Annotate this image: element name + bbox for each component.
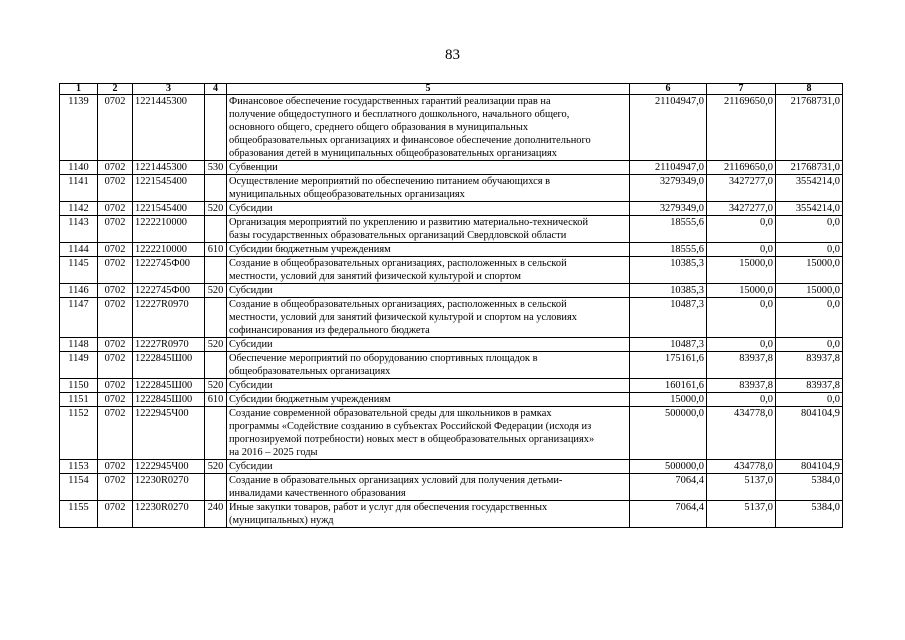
row-name-line: местности, условий для занятий физической культурой и спортом на условиях [229,312,577,323]
row-name-line: Субсидии [229,203,273,214]
table-row [60,284,843,298]
row-amount-2023: 5384,0 [776,501,843,528]
row-name [227,175,630,202]
row-section: 0702 [98,257,133,284]
row-name-line: Субсидии [229,339,273,350]
page-number: 83 [445,47,460,63]
row-amount-2021: 10487,3 [630,298,707,338]
row-expense-type: 520 [205,460,227,474]
row-name-line: Создание современной образовательной среды для школьников в рамках [229,408,552,419]
row-name [227,243,630,257]
row-expense-type: 520 [205,338,227,352]
row-amount-2023: 21768731,0 [776,161,843,175]
table-row [60,243,843,257]
row-name [227,298,630,338]
row-code: 1146 [60,284,98,298]
row-expense-type [205,407,227,460]
row-name-line: получение общедоступного и бесплатного дошкольного, начального общего, [229,109,570,120]
row-amount-2022: 21169650,0 [707,161,776,175]
row-amount-2021: 3279349,0 [630,202,707,216]
row-amount-2023: 21768731,0 [776,95,843,161]
row-section: 0702 [98,460,133,474]
table-row [60,161,843,175]
row-amount-2023: 0,0 [776,243,843,257]
row-name-line: Создание в образовательных организациях условий для получения детьми- [229,475,563,486]
row-name-line: на 2016 – 2025 годы [229,447,318,458]
row-name-line: Осуществление мероприятий по обеспечению питанием обучающихся в [229,176,550,187]
row-name-line: основного общего, среднего общего образования в муниципальных [229,122,529,133]
row-name [227,393,630,407]
row-code: 1144 [60,243,98,257]
row-name-line: муниципальных общеобразовательных организациях [229,189,465,200]
row-expense-type: 530 [205,161,227,175]
row-amount-2021: 175161,6 [630,352,707,379]
row-amount-2023: 0,0 [776,216,843,243]
row-expense-type [205,95,227,161]
row-name-line: Субсидии [229,380,273,391]
row-code: 1150 [60,379,98,393]
row-name-line: (муниципальных) нужд [229,515,334,526]
table-row [60,352,843,379]
row-section: 0702 [98,352,133,379]
row-name-line: местности, условий для занятий физической культурой и спортом [229,271,521,282]
row-amount-2021: 10385,3 [630,257,707,284]
row-target-article: 1222945Ч00 [133,460,205,474]
column-header: 5 [227,84,630,95]
row-section: 0702 [98,501,133,528]
row-target-article: 12227R0970 [133,338,205,352]
row-amount-2022: 3427277,0 [707,175,776,202]
row-amount-2022: 5137,0 [707,474,776,501]
row-name-line: прогнозируемой потребности) новых мест в общеобразовательных организациях» [229,434,595,445]
row-section: 0702 [98,175,133,202]
row-amount-2023: 804104,9 [776,407,843,460]
row-amount-2023: 15000,0 [776,284,843,298]
row-amount-2022: 0,0 [707,298,776,338]
row-name-line: Субсидии [229,461,273,472]
row-target-article: 1222210000 [133,243,205,257]
row-code: 1139 [60,95,98,161]
row-target-article: 1221545400 [133,175,205,202]
row-expense-type [205,352,227,379]
row-amount-2021: 7064,4 [630,501,707,528]
row-amount-2023: 83937,8 [776,379,843,393]
column-header: 1 [60,84,98,95]
row-amount-2021: 10385,3 [630,284,707,298]
table-row [60,379,843,393]
row-amount-2023: 5384,0 [776,474,843,501]
row-target-article: 1222845Ш00 [133,393,205,407]
row-name-line: Субвенции [229,162,278,173]
column-header: 3 [133,84,205,95]
row-section: 0702 [98,216,133,243]
row-name-line: базы государственных образовательных организаций Свердловской области [229,230,567,241]
row-name-line: Финансовое обеспечение государственных гарантий реализации прав на [229,96,551,107]
row-amount-2023: 3554214,0 [776,202,843,216]
table-row [60,407,843,460]
row-expense-type: 520 [205,284,227,298]
table-row [60,501,843,528]
budget-table [59,83,843,528]
row-section: 0702 [98,393,133,407]
row-name-line: программы «Содействие созданию в субъектах Российской Федерации (исходя из [229,421,592,432]
column-header: 2 [98,84,133,95]
row-name-line: Субсидии [229,285,273,296]
row-amount-2021: 3279349,0 [630,175,707,202]
row-section: 0702 [98,379,133,393]
row-code: 1153 [60,460,98,474]
row-amount-2022: 434778,0 [707,460,776,474]
row-amount-2023: 804104,9 [776,460,843,474]
row-name-line: образования детей в муниципальных общеобразовательных организациях [229,148,557,159]
row-code: 1148 [60,338,98,352]
row-name-line: Организация мероприятий по укреплению и развитию материально-технической [229,217,588,228]
row-target-article: 1221445300 [133,161,205,175]
row-name-line: Субсидии бюджетным учреждениям [229,244,391,255]
row-amount-2021: 500000,0 [630,460,707,474]
row-name-line: Субсидии бюджетным учреждениям [229,394,391,405]
header-row [60,84,843,95]
row-name-line: Обеспечение мероприятий по оборудованию спортивных площадок в [229,353,538,364]
table-row [60,298,843,338]
row-amount-2022: 21169650,0 [707,95,776,161]
row-expense-type: 610 [205,393,227,407]
row-name-line: Создание в общеобразовательных организациях, расположенных в сельской [229,258,567,269]
row-amount-2022: 3427277,0 [707,202,776,216]
row-name [227,474,630,501]
row-name [227,284,630,298]
row-name [227,338,630,352]
row-target-article: 12227R0970 [133,298,205,338]
row-amount-2023: 0,0 [776,298,843,338]
row-amount-2023: 15000,0 [776,257,843,284]
table-row [60,257,843,284]
row-amount-2022: 0,0 [707,243,776,257]
row-name-line: инвалидами качественного образования [229,488,406,499]
row-target-article: 1221545400 [133,202,205,216]
row-code: 1145 [60,257,98,284]
row-expense-type [205,298,227,338]
row-section: 0702 [98,338,133,352]
row-name-line: Создание в общеобразовательных организациях, расположенных в сельской [229,299,567,310]
row-target-article: 12230R0270 [133,474,205,501]
row-name [227,257,630,284]
row-amount-2022: 15000,0 [707,257,776,284]
row-code: 1155 [60,501,98,528]
table-body [60,95,843,528]
row-amount-2022: 0,0 [707,338,776,352]
row-amount-2022: 0,0 [707,216,776,243]
row-name-line: софинансирования из федерального бюджета [229,325,430,336]
row-code: 1140 [60,161,98,175]
row-amount-2021: 500000,0 [630,407,707,460]
column-header: 4 [205,84,227,95]
row-name [227,501,630,528]
column-header: 7 [707,84,776,95]
row-code: 1141 [60,175,98,202]
row-target-article: 1222210000 [133,216,205,243]
row-code: 1147 [60,298,98,338]
row-name [227,352,630,379]
row-code: 1151 [60,393,98,407]
row-code: 1149 [60,352,98,379]
row-amount-2022: 15000,0 [707,284,776,298]
row-name [227,407,630,460]
row-expense-type [205,474,227,501]
row-expense-type [205,257,227,284]
row-expense-type [205,216,227,243]
row-target-article: 12230R0270 [133,501,205,528]
row-amount-2021: 21104947,0 [630,161,707,175]
row-name-line: общеобразовательных организациях и финансовое обеспечение дополнительного [229,135,591,146]
row-name [227,95,630,161]
row-name [227,379,630,393]
row-target-article: 1222845Ш00 [133,379,205,393]
row-target-article: 1221445300 [133,95,205,161]
row-amount-2021: 18555,6 [630,243,707,257]
table-row [60,338,843,352]
row-name-line: Иные закупки товаров, работ и услуг для обеспечения государственных [229,502,548,513]
row-code: 1152 [60,407,98,460]
row-amount-2022: 5137,0 [707,501,776,528]
row-amount-2022: 434778,0 [707,407,776,460]
row-amount-2021: 21104947,0 [630,95,707,161]
row-amount-2021: 18555,6 [630,216,707,243]
row-target-article: 1222745Ф00 [133,257,205,284]
table-row [60,175,843,202]
row-amount-2021: 15000,0 [630,393,707,407]
row-name [227,460,630,474]
column-header: 8 [776,84,843,95]
table-row [60,216,843,243]
row-code: 1143 [60,216,98,243]
row-section: 0702 [98,407,133,460]
row-expense-type: 240 [205,501,227,528]
table-row [60,95,843,161]
row-section: 0702 [98,284,133,298]
row-amount-2022: 83937,8 [707,379,776,393]
row-name [227,161,630,175]
row-amount-2023: 3554214,0 [776,175,843,202]
row-amount-2021: 10487,3 [630,338,707,352]
row-expense-type: 520 [205,379,227,393]
row-amount-2023: 83937,8 [776,352,843,379]
row-target-article: 1222745Ф00 [133,284,205,298]
row-expense-type [205,175,227,202]
row-section: 0702 [98,161,133,175]
row-target-article: 1222845Ш00 [133,352,205,379]
row-section: 0702 [98,95,133,161]
row-section: 0702 [98,474,133,501]
row-code: 1142 [60,202,98,216]
row-name-line: общеобразовательных организациях [229,366,391,377]
column-header: 6 [630,84,707,95]
row-amount-2023: 0,0 [776,338,843,352]
row-section: 0702 [98,202,133,216]
row-amount-2022: 0,0 [707,393,776,407]
table-row [60,474,843,501]
row-code: 1154 [60,474,98,501]
table-row [60,460,843,474]
row-expense-type: 520 [205,202,227,216]
row-amount-2023: 0,0 [776,393,843,407]
row-name [227,216,630,243]
row-name [227,202,630,216]
row-section: 0702 [98,243,133,257]
row-amount-2021: 160161,6 [630,379,707,393]
row-expense-type: 610 [205,243,227,257]
table-row [60,202,843,216]
row-amount-2022: 83937,8 [707,352,776,379]
row-amount-2021: 7064,4 [630,474,707,501]
row-target-article: 1222945Ч00 [133,407,205,460]
row-section: 0702 [98,298,133,338]
table-row [60,393,843,407]
